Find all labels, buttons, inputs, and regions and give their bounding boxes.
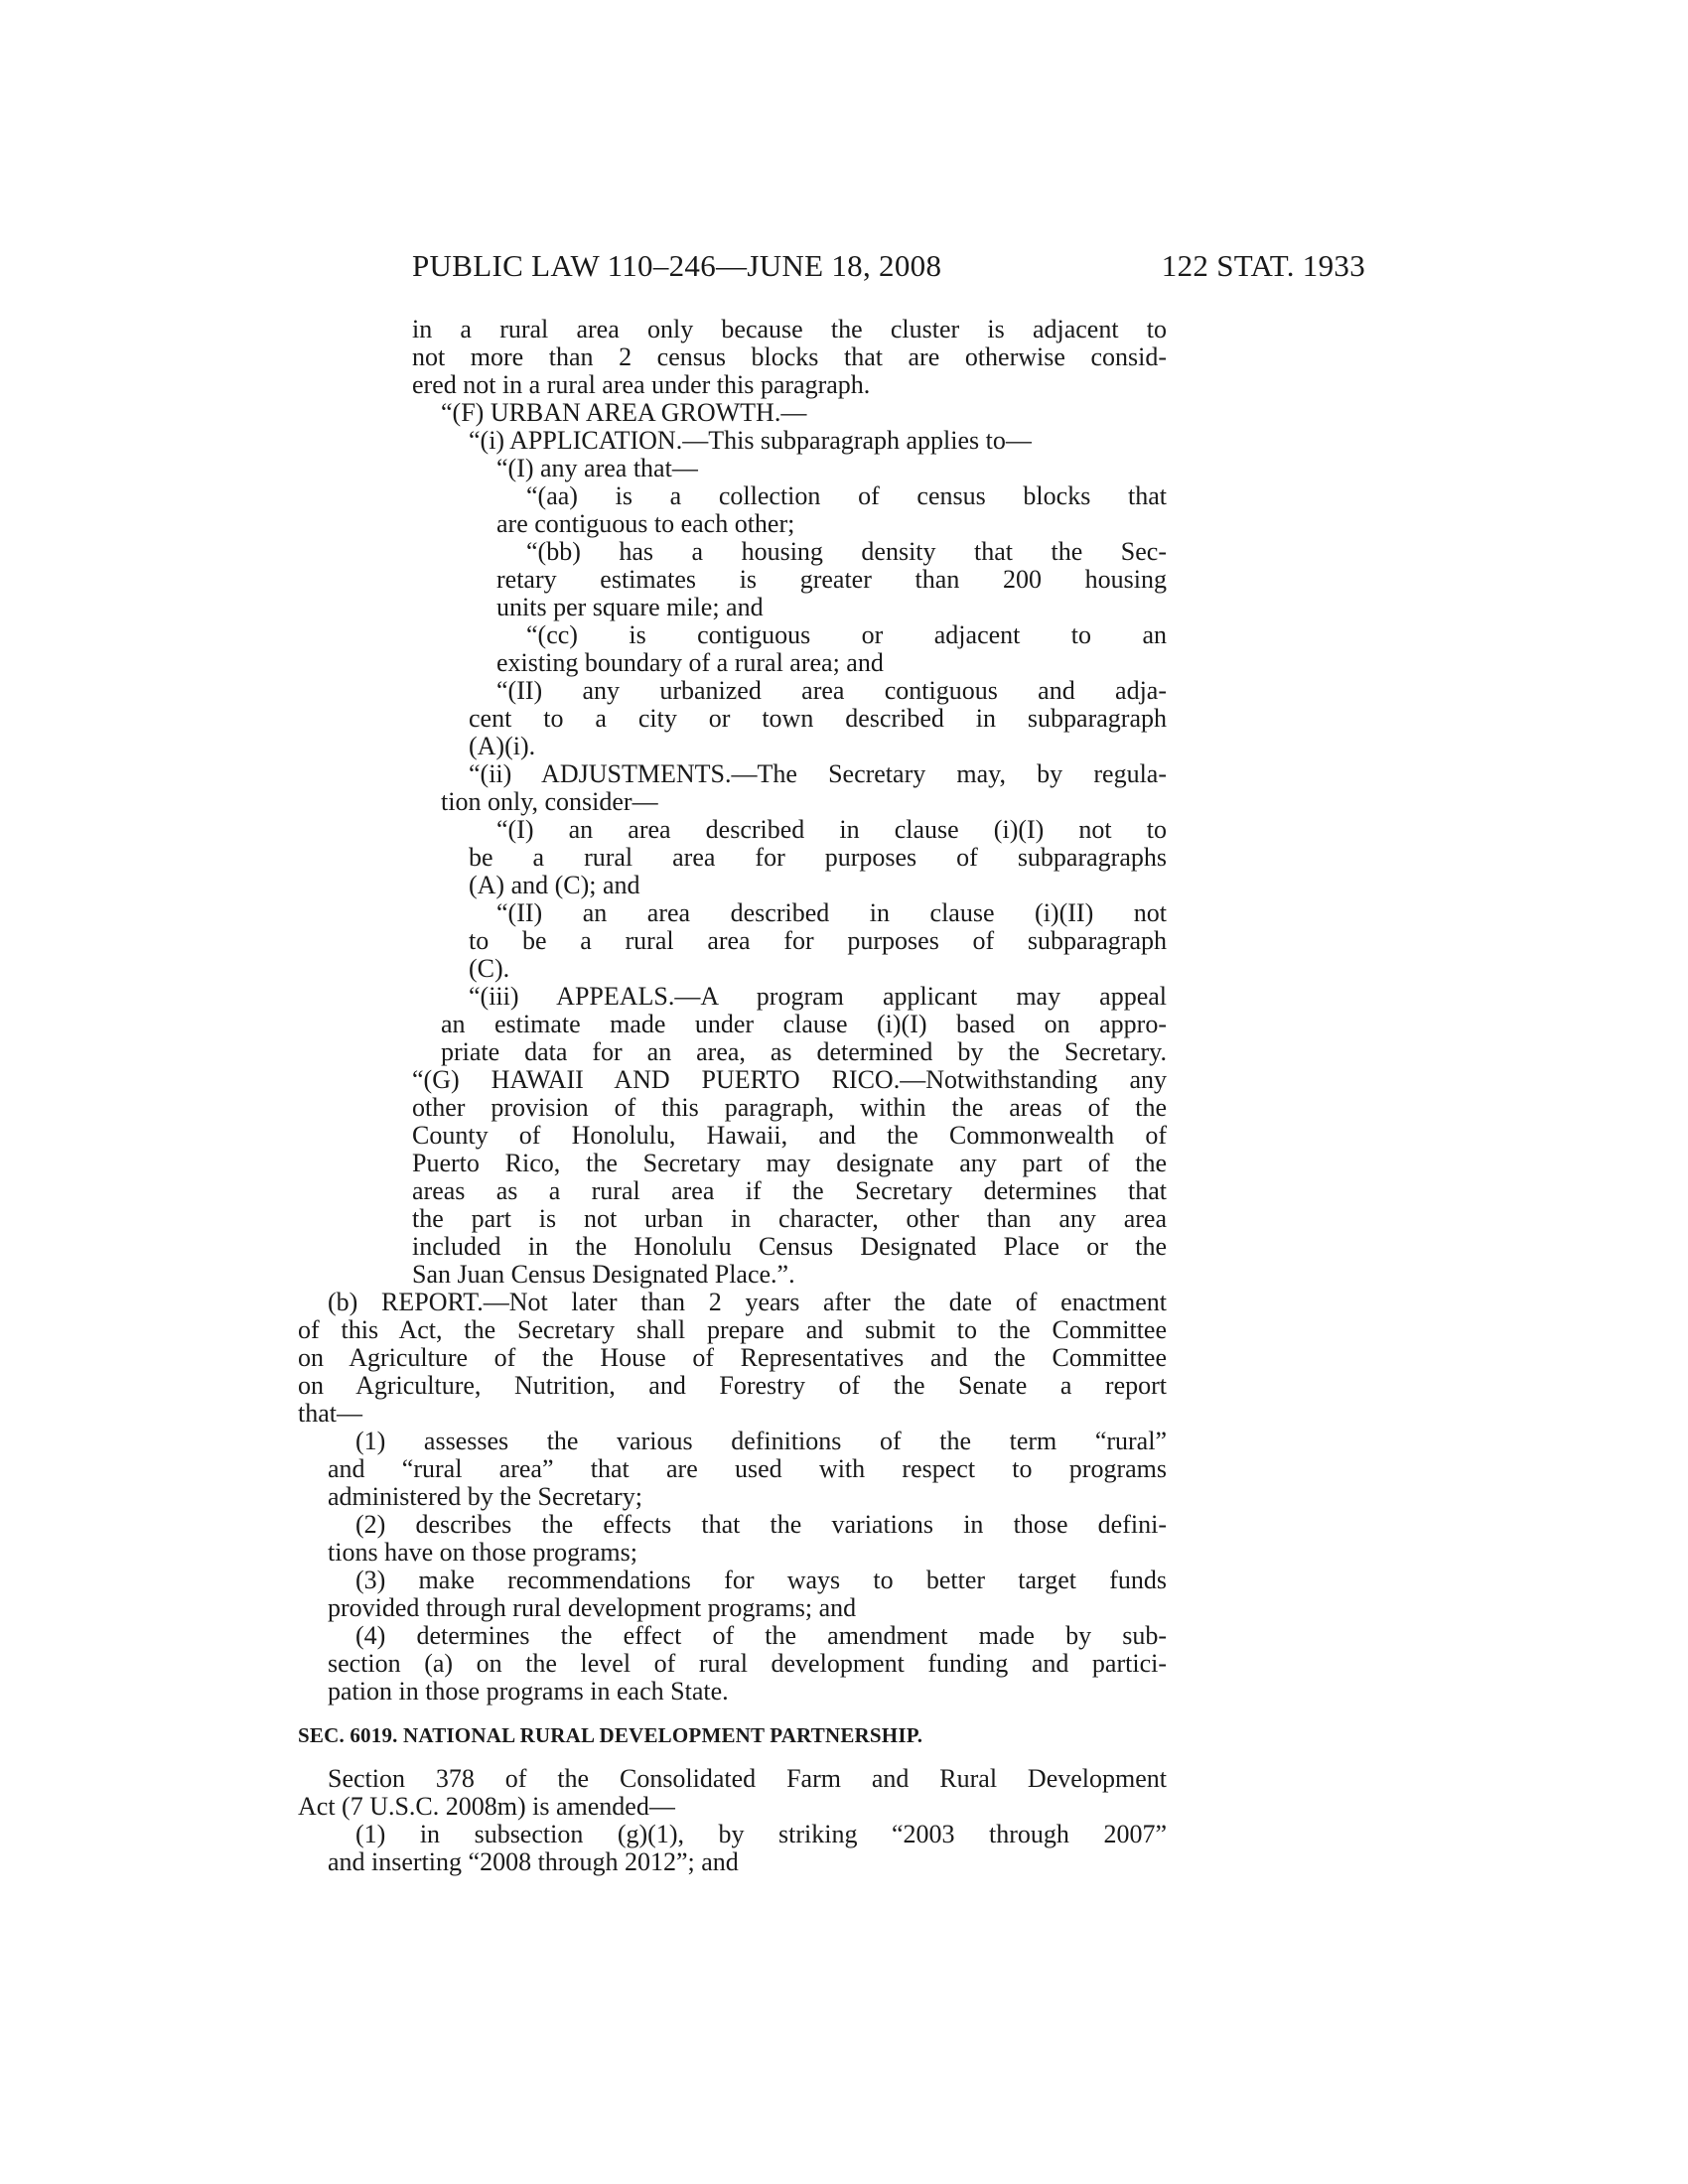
text-line: “(II) an area described in clause (i)(II) not [496,898,1167,927]
text-line: “(aa) is a collection of census blocks that [526,481,1167,510]
text-line: (1) in subsection (g)(1), by striking “2003 through 2007” [355,1820,1167,1848]
text-line: pation in those programs in each State. [328,1677,729,1706]
text-line: existing boundary of a rural area; and [496,648,884,677]
text-line: included in the Honolulu Census Designated Place or the [412,1232,1167,1261]
text-line: not more than 2 census blocks that are otherwise consid- [412,342,1167,371]
text-line: County of Honolulu, Hawaii, and the Commonwealth of [412,1121,1167,1150]
text-line: (4) determines the effect of the amendment made by sub- [355,1621,1167,1650]
clause-heading [469,427,1167,455]
text-line: (C). [469,954,510,983]
text-line: Puerto Rico, the Secretary may designate any part of the [412,1149,1167,1177]
text-line: tions have on those programs; [328,1538,637,1567]
text-line: “(II) any urbanized area contiguous and adja- [496,676,1167,705]
text-line: “(bb) has a housing density that the Sec- [526,537,1167,566]
text-line: “(ii) ADJUSTMENTS.—The Secretary may, by regula- [469,759,1167,788]
section-heading: SEC. 6019. NATIONAL RURAL DEVELOPMENT PARTNERSHIP. [298,1723,923,1747]
text-line: tion only, consider— [441,787,658,816]
text-line: (2) describes the effects that the variations in those defini- [355,1510,1167,1539]
text-line: “(I) any area that— [496,454,698,482]
text-line: provided through rural development programs; and [328,1593,857,1622]
text-line: “(cc) is contiguous or adjacent to an [526,620,1167,649]
text-line: “(I) an area described in clause (i)(I) not to [496,815,1167,844]
header-stat-page: 122 STAT. 1933 [1161,248,1365,283]
header-public-law: PUBLIC LAW 110–246—JUNE 18, 2008 [412,248,942,283]
text-line: (3) make recommendations for ways to better target funds [355,1566,1167,1594]
text-line: that— [298,1399,362,1428]
text-line: “(iii) APPEALS.—A program applicant may appeal [469,982,1167,1011]
text-line: an estimate made under clause (i)(I) based on appro- [441,1010,1167,1038]
text-line: retary estimates is greater than 200 housing [496,565,1167,594]
document-body [298,316,1167,1876]
text-line: ered not in a rural area under this paragraph. [412,370,871,399]
text-line: (1) assesses the various definitions of the term “rural” [355,1427,1167,1455]
text-line: Act (7 U.S.C. 2008m) is amended— [298,1792,675,1821]
text-line: on Agriculture of the House of Representatives and the Committee [298,1343,1167,1372]
running-header [412,248,1365,288]
text-line: other provision of this paragraph, within the areas of the [412,1093,1167,1122]
section-spacer [298,1749,1167,1765]
text-line: the part is not urban in character, other than any area [412,1204,1167,1233]
subparagraph-heading [441,399,1167,427]
text-line: cent to a city or town described in subparagraph [469,704,1167,733]
text-line: units per square mile; and [496,593,764,621]
text-line: be a rural area for purposes of subparagraphs [469,843,1167,872]
text-line: “(i) APPLICATION.—This subparagraph applies to— [469,426,1032,455]
text-line: (b) REPORT.—Not later than 2 years after the date of enactment [328,1288,1167,1316]
section-spacer [298,1706,1167,1721]
text-line: of this Act, the Secretary shall prepare and submit to the Committee [298,1315,1167,1344]
text-line: on Agriculture, Nutrition, and Forestry of the Senate a report [298,1371,1167,1400]
text-line: “(G) HAWAII AND PUERTO RICO.—Notwithstanding any [412,1065,1167,1094]
text-line: (A)(i). [469,732,536,760]
text-line: in a rural area only because the cluster is adjacent to [412,315,1167,343]
text-line: and inserting “2008 through 2012”; and [328,1847,739,1876]
text-line: are contiguous to each other; [496,509,795,538]
text-line: section (a) on the level of rural development funding and partici- [328,1649,1167,1678]
text-line: and “rural area” that are used with respect to programs [328,1454,1167,1483]
text-line: San Juan Census Designated Place.”. [412,1260,795,1289]
text-line: administered by the Secretary; [328,1482,642,1511]
text-line: “(F) URBAN AREA GROWTH.— [441,398,807,427]
text-line: Section 378 of the Consolidated Farm and Rural Development [328,1764,1167,1793]
text-line: priate data for an area, as determined by the Secretary. [441,1037,1167,1066]
text-line: areas as a rural area if the Secretary determines that [412,1176,1167,1205]
text-line: (A) and (C); and [469,871,640,899]
text-line: to be a rural area for purposes of subparagraph [469,926,1167,955]
